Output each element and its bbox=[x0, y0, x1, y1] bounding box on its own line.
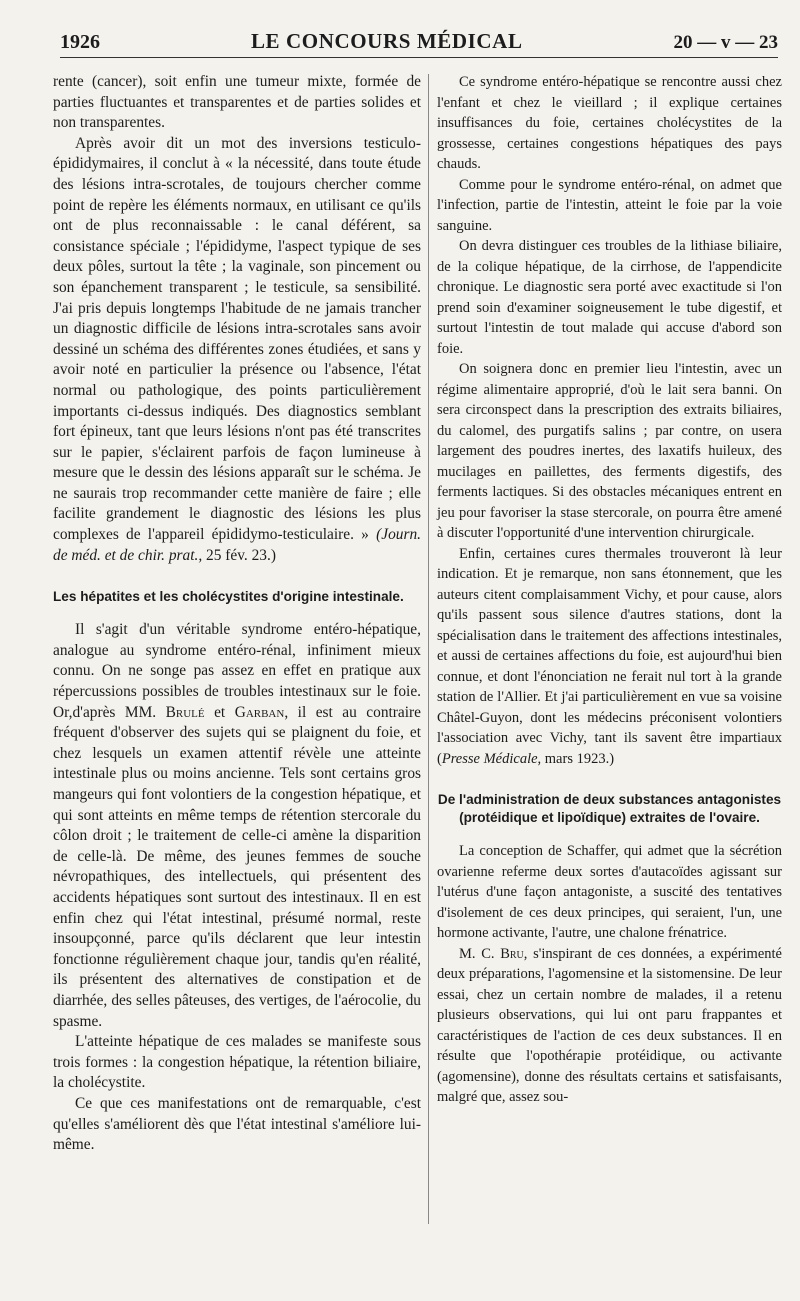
section-heading-hepatites: Les hépatites et les cholécystites d'origine intestinale. bbox=[53, 589, 404, 605]
paragraph bbox=[437, 544, 782, 770]
author-name: Bru bbox=[500, 945, 524, 962]
page-number: 1926 bbox=[60, 31, 100, 53]
paragraph: Ce que ces manifestations ont de remarquable, c'est qu'elles s'améliorent dès que l'état intestinal s'améliore lui-même. bbox=[53, 1094, 421, 1154]
citation-source: (Journ. de méd. et de chir. prat., bbox=[53, 526, 421, 564]
citation-date: 25 fév. 23.) bbox=[202, 546, 276, 564]
page-header bbox=[60, 26, 778, 58]
citation-date: , mars 1923.) bbox=[537, 750, 615, 767]
paragraph-quote bbox=[53, 134, 421, 566]
left-column bbox=[53, 72, 421, 1156]
issue-date: 20 — v — 23 bbox=[673, 32, 778, 53]
text-run: , il est au contraire fréquent d'observer des sujets qui se plaignent du foie, et chez lesquels un examen attentif révèle une atteinte intestinale plus ou moins ancienne. Tels sont certains gros mangeurs qui font volontiers de la congestion hépatique, et qui sont atteints en même temps de rétention stercorale du côlon droit ; le traitement de celle-ci amène la disparition de celle-là. De même, des jeunes femmes de souche névropathiques, des intellectuels, qui présentent des accidents hépatiques sont surtout des intestinaux. Il en est enfin chez qui l'état intestinal, présumé normal, reste insoupçonné, parce qu'ils déclarent que leur intestin fonctionne régulièrement chaque jour, tandis qu'en réalité, ils présentent des alternatives de constipation et de diarrhée, des selles pâteuses, des vertiges, de l'aérocolie, du spasme. bbox=[53, 703, 421, 1030]
section-heading-ovaire: De l'administration de deux substances antagonistes (protéidique et lipoïdique) extraites de l'ovaire. bbox=[437, 792, 782, 825]
author-name: Brulé bbox=[165, 703, 205, 721]
text-run: , s'inspirant de ces données, a expérimenté deux préparations, l'agomensine et la sistomensine. De leur essai, chez un certain nombre de malades, il a retenu plusieurs observations, qui lui ont paru frappantes et caractéristiques de l'action de ces deux substances. Il en résulte que l'opothérapie protéidique, ou activante (agomensine), donne des résultats certains et satisfaisants, malgré que, assez sou- bbox=[437, 945, 782, 1105]
column-divider bbox=[428, 74, 429, 1224]
author-name: Garban bbox=[234, 703, 285, 721]
paragraph: Comme pour le syndrome entéro-rénal, on admet que l'infection, partie de l'intestin, atteint le foie par la voie sanguine. bbox=[437, 176, 782, 234]
paragraph bbox=[437, 944, 782, 1108]
text-run: M. C. bbox=[459, 945, 501, 962]
paragraph: Ce syndrome entéro-hépatique se rencontre aussi chez l'enfant et chez le vieillard ; il explique certaines insuffisances du foie, certaines cholécystites de la grossesse, certaines congestions hépatiques des pays chauds. bbox=[437, 74, 782, 172]
citation-source: Presse Médicale bbox=[441, 750, 538, 767]
text-run: et bbox=[204, 703, 235, 721]
paragraph: L'atteinte hépatique de ces malades se manifeste sous trois formes : la congestion hépatique, la rétention biliaire, la cholécystite. bbox=[53, 1033, 421, 1092]
right-column bbox=[437, 72, 782, 1108]
journal-title: LE CONCOURS MÉDICAL bbox=[250, 29, 523, 53]
paragraph bbox=[53, 620, 421, 1032]
quote-text: Après avoir dit un mot des inversions testiculo-épididymaires, il conclut à « la nécessité, dans toute étude des lésions intra-scrotales, de toujours chercher comme point de repère les éléments normaux, en utilisant ce qu'ils ont de plus reconnaissable : le canal déférent, sa consistance spéciale ; l'épididyme, l'aspect typique de ses deux pôles, surtout la tête ; la vaginale, son pincement ou son épanchement transparent ; le testicule, sa sensibilité. J'ai pris depuis longtemps l'habitude de ne jamais trancher un diagnostic difficile de lésions intra-scrotales sans avoir dessiné un schéma des différentes zones étudiées, et sans y avoir noté en particulier la présence ou l'absence, l'état normal ou pathologique, des points particulièrement importants ci-dessus indiqués. Des diagnostics semblant fort épineux, tant que leurs lésions n'ont pas été transcrites sur le papier, s'éclairent parfois de façon lumineuse à mesure que le dessin des lésions apparaît sur le schéma. Je ne saurais trop recommander cette manière de faire ; elle facilite grandement le diagnostic des lésions les plus complexes de l'appareil épididymo-testiculaire. » bbox=[53, 134, 421, 544]
text-run: Enfin, certaines cures thermales trouveront là leur indication. Et je remarque, non sans étonnement, que les auteurs citent complaisamment Vichy, et pour cause, alors qu'ils passent sous silence d'autres stations, dont la spécialisation dans le traitement des affections intestinales, et aussi de certaines affections du foie, est aujourd'hui bien connue, et dont l'énonciation ne ferait nul tort à la grande station de l'Allier. Et j'ai particulièrement en vue sa voisine Châtel-Guyon, dont les médecins préconisent volontiers l'association avec Vichy, tant ils savent être impartiaux ( bbox=[437, 545, 782, 767]
text-run: Il s'agit d'un véritable syndrome entéro-hépatique, analogue au syndrome entéro-rénal, infiniment mieux connu. On ne songe pas assez en effet en pratique aux répercussions possibles de troubles intestinaux sur le foie. Or,d'après MM. bbox=[53, 621, 421, 721]
paragraph: On devra distinguer ces troubles de la lithiase biliaire, de la colique hépatique, de la cirrhose, de l'appendicite chronique. Le diagnostic sera porté avec exactitude si l'on prend soin d'examiner soigneusement le tube digestif, et surtout l'intestin de tout malade qui accuse d'abord son foie. bbox=[437, 238, 782, 357]
paragraph: La conception de Schaffer, qui admet que la sécrétion ovarienne referme deux sortes d'autacoïdes agissant sur l'utérus d'une façon antagoniste, a suscité des tentatives d'isolement de ces deux principes, qui seraient, l'un, une hormone activante, l'autre, une chalone frénatrice. bbox=[437, 843, 782, 941]
paragraph: rente (cancer), soit enfin une tumeur mixte, formée de parties fluctuantes et transparentes et de parties solides et non transparentes. bbox=[53, 73, 421, 132]
paragraph: On soignera donc en premier lieu l'intestin, avec un régime alimentaire approprié, d'où le lait sera banni. On sera circonspect dans la prescription des extraits biliaires, du calomel, des purgatifs salins ; par contre, on usera largement des poudres inertes, des laxatifs huileux, des mucilages en paillettes, des ferments digestifs, des ferments lactiques. Si des obstacles mécaniques entrent en jeu pour favoriser la stase stercorale, on pourra être amené à discuter l'opportunité d'une intervention chirurgicale. bbox=[437, 361, 782, 541]
